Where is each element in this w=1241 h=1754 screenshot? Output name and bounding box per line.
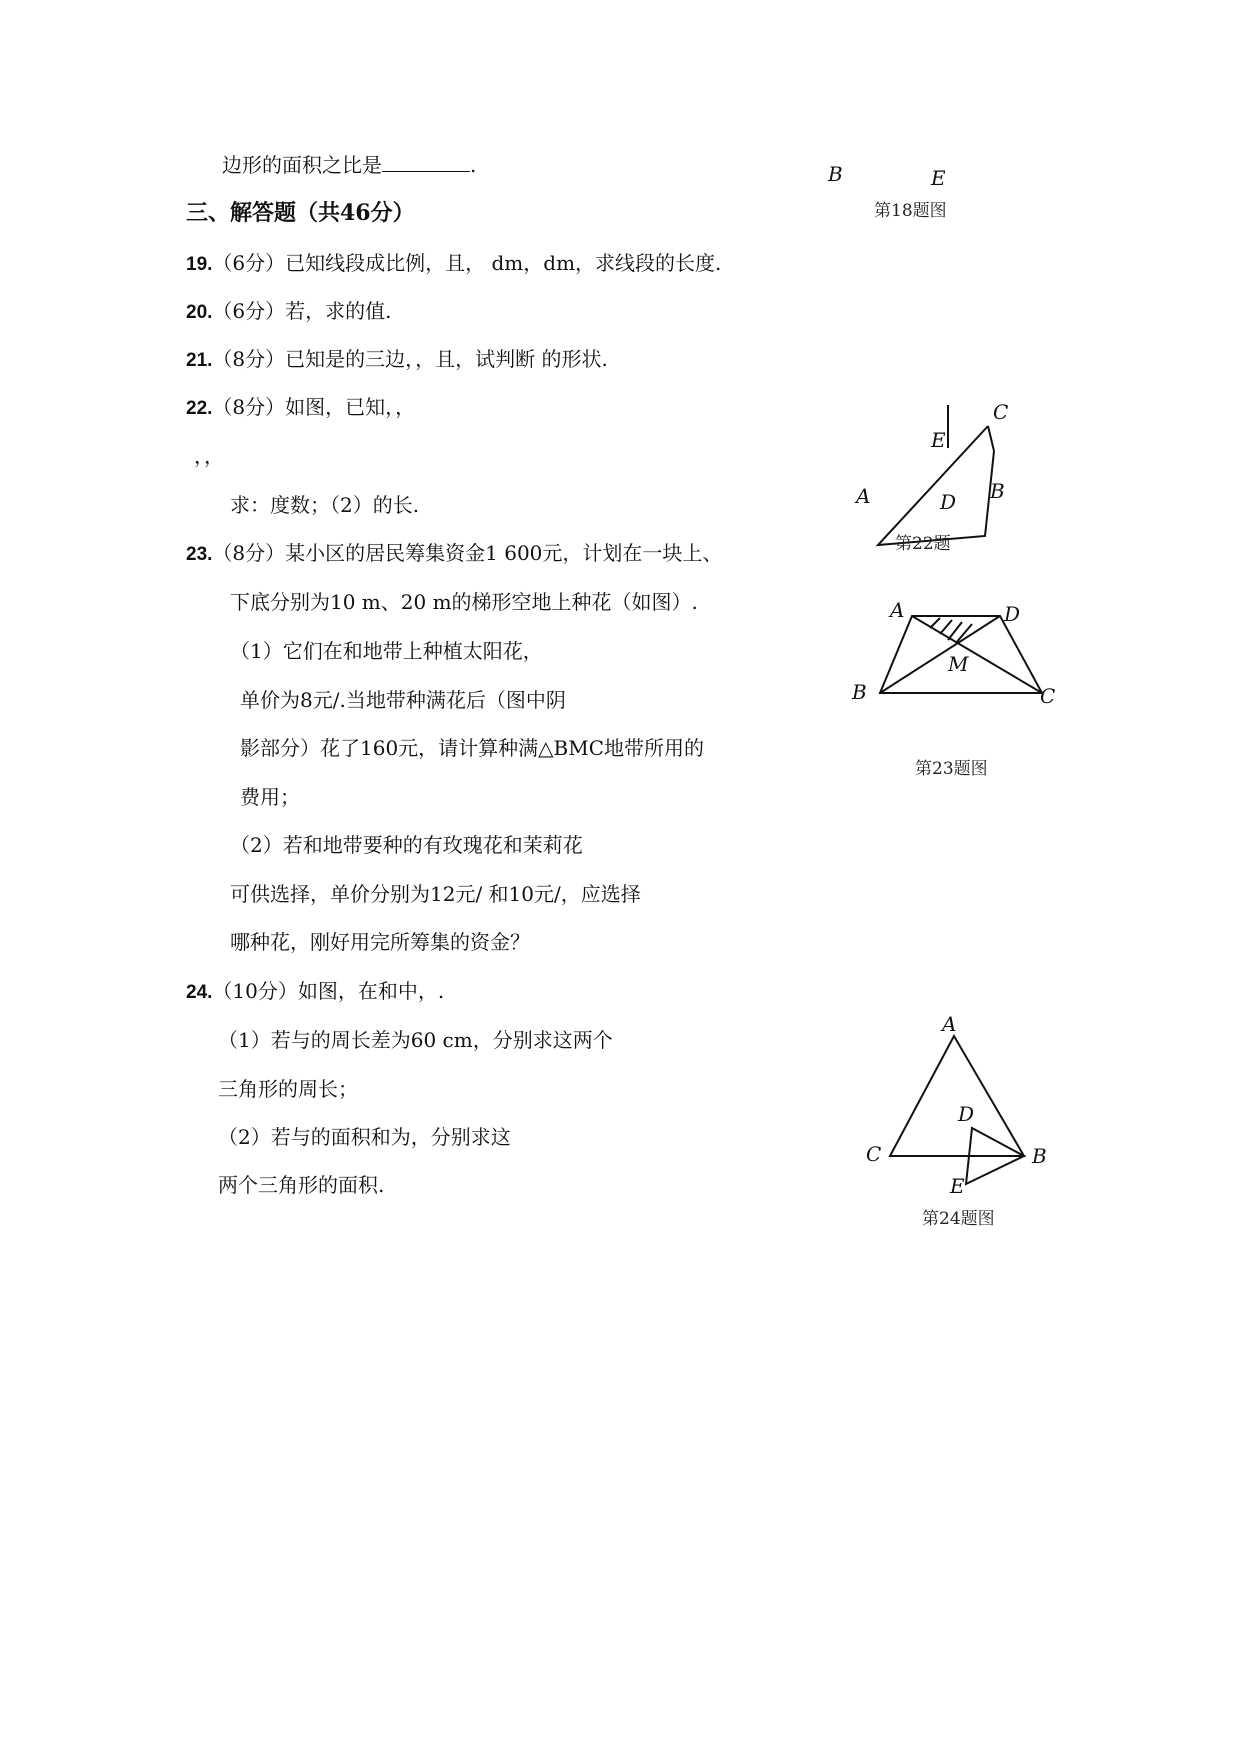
- question-24-line4: （2）若与的面积和为，分别求这: [218, 1125, 511, 1149]
- top-line-text: 边形的面积之比是: [222, 153, 382, 177]
- fig23-label-b: B: [852, 680, 867, 704]
- question-number: 23.: [186, 544, 213, 565]
- question-24-line5: 两个三角形的面积.: [218, 1173, 385, 1197]
- fig23-label-a: A: [890, 598, 905, 622]
- fig24-label-b: B: [1032, 1144, 1047, 1168]
- question-text: （10分）如图，在和中，.: [212, 979, 445, 1003]
- fig24-label-e: E: [950, 1174, 965, 1198]
- question-text: （8分）某小区的居民筹集资金1 600元，计划在一块上、: [212, 541, 723, 565]
- fig23-caption: 第23题图: [915, 759, 988, 779]
- question-text: （6分）已知线段成比例，且， dm，dm，求线段的长度.: [212, 251, 722, 275]
- question-23-line3: （1）它们在和地带上种植太阳花，: [230, 639, 543, 663]
- question-23-line5: 影部分）花了160元，请计算种满△BMC地带所用的: [240, 736, 705, 760]
- fig24-triangle-abc: [890, 1036, 1024, 1156]
- question-23-line8: 可供选择，单价分别为12元/ 和10元/，应选择: [230, 882, 641, 906]
- fig22-caption: 第22题: [895, 534, 951, 554]
- question-24-line2: （1）若与的周长差为60 cm，分别求这两个: [218, 1028, 613, 1052]
- fig23-label-d: D: [1004, 602, 1021, 626]
- fig24-label-a: A: [942, 1012, 957, 1036]
- question-23-line2: 下底分别为10 m、20 m的梯形空地上种花（如图）.: [230, 590, 698, 614]
- question-text: （6分）若，求的值.: [212, 299, 392, 323]
- fig23-label-m: M: [948, 652, 969, 676]
- fig23-label-c: C: [1040, 684, 1056, 708]
- fig18-label-e: E: [931, 166, 946, 190]
- fig22-label-e: E: [931, 428, 946, 452]
- fig24-caption: 第24题图: [922, 1209, 995, 1229]
- fig24-label-d: D: [958, 1102, 975, 1126]
- fig22-label-a: A: [856, 484, 871, 508]
- question-22-line2: ，，: [194, 444, 224, 468]
- question-24-line3: 三角形的周长；: [218, 1077, 358, 1101]
- fig22-label-c: C: [993, 400, 1009, 424]
- fig18-caption: 第18题图: [874, 201, 947, 221]
- fig24-label-c: C: [866, 1142, 882, 1166]
- fig22-label-d: D: [940, 490, 957, 514]
- fig18-label-b: B: [828, 162, 843, 186]
- question-23-line4: 单价为8元/.当地带种满花后（图中阴: [240, 688, 566, 712]
- question-text: （8分）如图，已知，，: [212, 395, 416, 419]
- question-number: 19.: [186, 254, 213, 275]
- question-22-line3: 求：度数；（2）的长.: [230, 493, 420, 517]
- question-number: 21.: [186, 350, 213, 371]
- fig22-label-b: B: [990, 479, 1005, 503]
- section-title: 三、解答题（共46分）: [186, 200, 415, 226]
- question-23-line6: 费用；: [240, 785, 300, 809]
- question-number: 22.: [186, 398, 213, 419]
- question-number: 24.: [186, 982, 213, 1003]
- top-line-end: .: [470, 153, 477, 177]
- question-number: 20.: [186, 302, 213, 323]
- question-23-line9: 哪种花，刚好用完所筹集的资金？: [230, 930, 530, 954]
- question-23-line7: （2）若和地带要种的有玫瑰花和茉莉花: [230, 833, 583, 857]
- question-text: （8分）已知是的三边，，且，试判断 的形状.: [212, 347, 608, 371]
